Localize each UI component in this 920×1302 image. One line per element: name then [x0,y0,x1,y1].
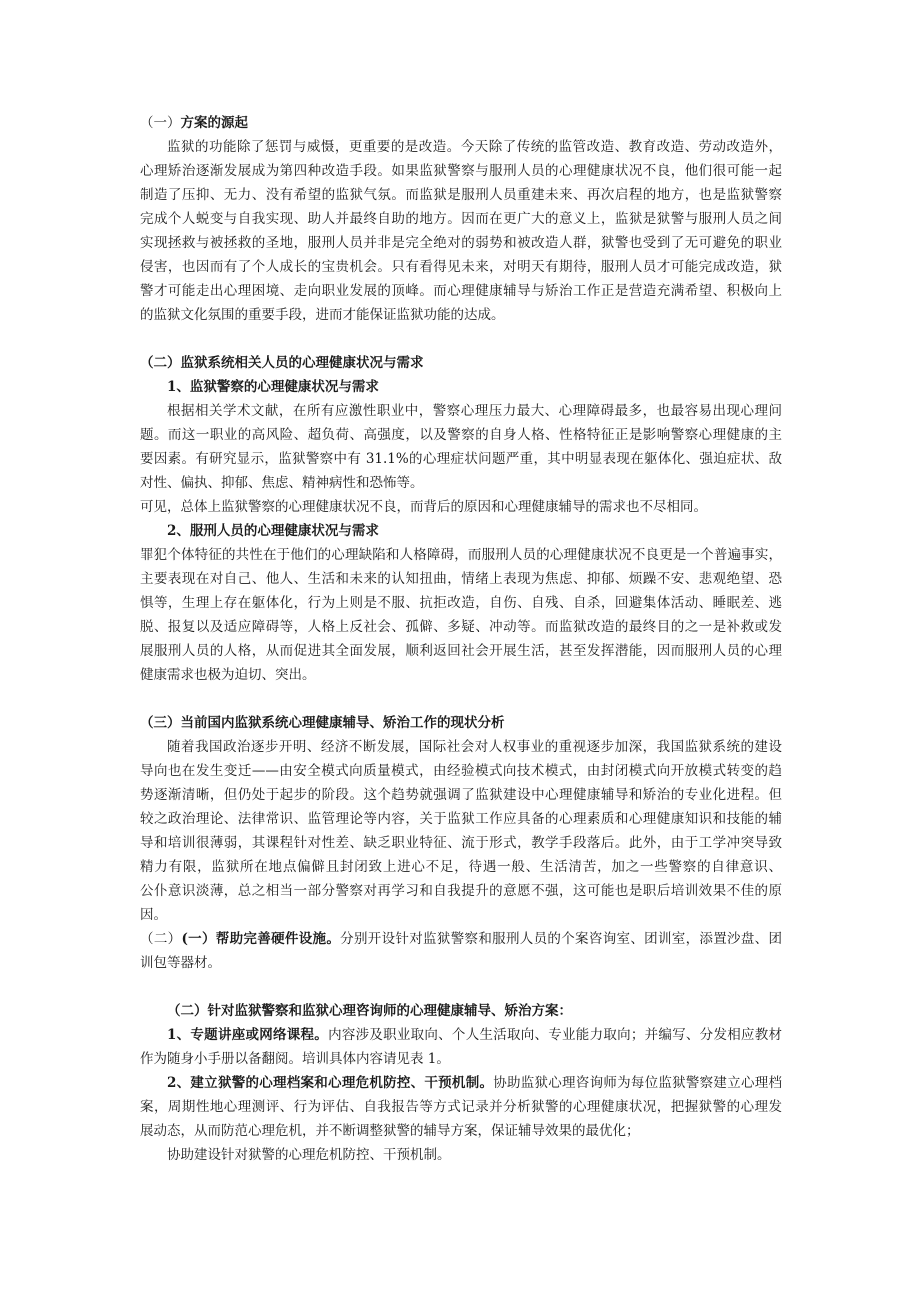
paragraph-line: 作为随身小手册以备翻阅。培训具体内容请见表 1。 [140,1051,450,1067]
paragraph-line: 题。而这一职业的高风险、超负荷、高强度，以及警察的自身人格、性格特征正是影响警察心理健康的主 [140,427,782,443]
paragraph-line: 展动态，从而防范心理危机，并不断调整狱警的辅导方案，保证辅导效果的最优化； [140,1123,640,1139]
paragraph-line: 要因素。有研究显示，监狱警察中有 31.1%的心理症状问题严重，其中明显表现在躯体化、强迫症状、敌 [140,451,782,467]
paragraph-line: 惧等，生理上存在躯体化，行为上则是不服、抗拒改造，自伤、自残、自杀，回避集体活动、睡眠差、逃 [140,595,782,611]
list-item-1 [140,1023,782,1047]
paragraph-line: 训包等器材。 [140,955,221,971]
blank-line [140,687,782,711]
subsection-title: 1、监狱警察的心理健康状况与需求 [167,379,379,395]
paragraph-line: 警才可能走出心理困境、走向职业发展的顶峰。而心理健康辅导与矫治工作正是营造充满希望、积极向上 [140,283,782,299]
measure-number: （二） [140,931,182,947]
section-heading-4: （二）针对监狱警察和监狱心理咨询师的心理健康辅导、矫治方案： [167,1003,572,1019]
paragraph-line: 导和培训很薄弱，其课程针对性差、缺乏职业特征、流于形式，教学手段落后。此外，由于工学冲突导致 [140,835,782,851]
paragraph-line: 案，周期性地心理测评、行为评估、自我报告等方式记录并分析狱警的心理健康状况，把握狱警的心理发 [140,1099,782,1115]
paragraph-line: 的监狱文化氛围的重要手段，进而才能保证监狱功能的达成。 [140,307,505,323]
paragraph-line: 精力有限，监狱所在地点偏僻且封闭致上进心不足，待遇一般、生活清苦，加之一些警察的自律意识、 [140,859,782,875]
paragraph-line: 公仆意识淡薄，总之相当一部分警察对再学习和自我提升的意愿不强，这可能也是职后培训效果不佳的原 [140,883,782,899]
subsection-title: 2、服刑人员的心理健康状况与需求 [167,523,379,539]
measure-title: (一）帮助完善硬件设施。 [181,931,341,947]
blank-line [140,327,782,351]
list-item-text: 内容涉及职业取向、个人生活取向、专业能力取向；并编写、分发相应教材 [328,1027,782,1043]
section-title: 方案的源起 [180,115,248,131]
paragraph-line: 制造了压抑、无力、没有希望的监狱气氛。而监狱是服刑人员重建未来、再次启程的地方，也是监狱警察 [140,187,782,203]
paragraph-line: 较之政治理论、法律常识、监管理论等内容，关于监狱工作应具备的心理素质和心理健康知识和技能的辅 [140,811,782,827]
paragraph-line: 协助建设针对狱警的心理危机防控、干预机制。 [167,1147,451,1163]
paragraph-line: 侵害，也因而有了个人成长的宝贵机会。只有看得见未来，对明天有期待，服刑人员才可能完成改造，狱 [140,259,782,275]
measure-text: 分别开设针对监狱警察和服刑人员的个案咨询室、团训室，添置沙盘、团 [340,931,783,947]
paragraph-line: 势逐渐清晰，但仍处于起步的阶段。这个趋势就强调了监狱建设中心理健康辅导和矫治的专业化进程。但 [140,787,782,803]
paragraph-line: 主要表现在对自己、他人、生活和未来的认知扭曲，情绪上表现为焦虑、抑郁、烦躁不安、悲观绝望、恐 [140,571,782,587]
paragraph-line: 可见，总体上监狱警察的心理健康状况不良，而背后的原因和心理健康辅导的需求也不尽相同。 [140,499,707,515]
list-item-title: 2、建立狱警的心理档案和心理危机防控、干预机制。 [167,1075,494,1091]
paragraph-line: 展服刑人员的人格，从而促进其全面发展，顺利返回社会开展生活，甚至发挥潜能，因而服刑人员的心理 [140,643,782,659]
section-heading-2: （二）监狱系统相关人员的心理健康状况与需求 [140,355,424,371]
measure-line [140,927,782,951]
blank-line [140,975,782,999]
list-item-title: 1、专题讲座或网络课程。 [167,1027,329,1043]
paragraph-line: 因。 [140,907,167,923]
section-number: （一） [140,115,181,131]
paragraph-line: 导向也在发生变迁——由安全模式向质量模式，由经验模式向技术模式，由封闭模式向开放模式转变的趋 [140,763,782,779]
paragraph-line: 对性、偏执、抑郁、焦虑、精神病性和恐怖等。 [140,475,424,491]
paragraph-line: 健康需求也极为迫切、突出。 [140,667,316,683]
document-body [140,111,782,1167]
paragraph-line: 监狱的功能除了惩罚与威慑，更重要的是改造。今天除了传统的监管改造、教育改造、劳动改造外， [167,139,782,155]
list-item-2 [140,1071,782,1095]
paragraph-line: 脱、报复以及适应障碍等，人格上反社会、孤僻、多疑、冲动等。而监狱改造的最终目的之一是补救或发 [140,619,782,635]
paragraph-line: 完成个人蜕变与自我实现、助人并最终自助的地方。因而在更广大的意义上，监狱是狱警与服刑人员之间 [140,211,782,227]
paragraph-line: 罪犯个体特征的共性在于他们的心理缺陷和人格障碍，而服刑人员的心理健康状况不良更是一个普遍事实， [140,547,782,563]
section-heading-1 [140,111,782,135]
section-heading-3: （三）当前国内监狱系统心理健康辅导、矫治工作的现状分析 [140,715,505,731]
list-item-text: 协助监狱心理咨询师为每位监狱警察建立心理档 [493,1075,782,1091]
paragraph-line: 根据相关学术文献，在所有应激性职业中，警察心理压力最大、心理障碍最多，也最容易出现心理问 [167,403,782,419]
paragraph-line: 心理矫治逐渐发展成为第四种改造手段。如果监狱警察与服刑人员的心理健康状况不良，他们很可能一起 [140,163,782,179]
paragraph-line: 随着我国政治逐步开明、经济不断发展，国际社会对人权事业的重视逐步加深，我国监狱系统的建设 [167,739,782,755]
paragraph-line: 实现拯救与被拯救的圣地，服刑人员并非是完全绝对的弱势和被改造人群，狱警也受到了无可避免的职业 [140,235,782,251]
